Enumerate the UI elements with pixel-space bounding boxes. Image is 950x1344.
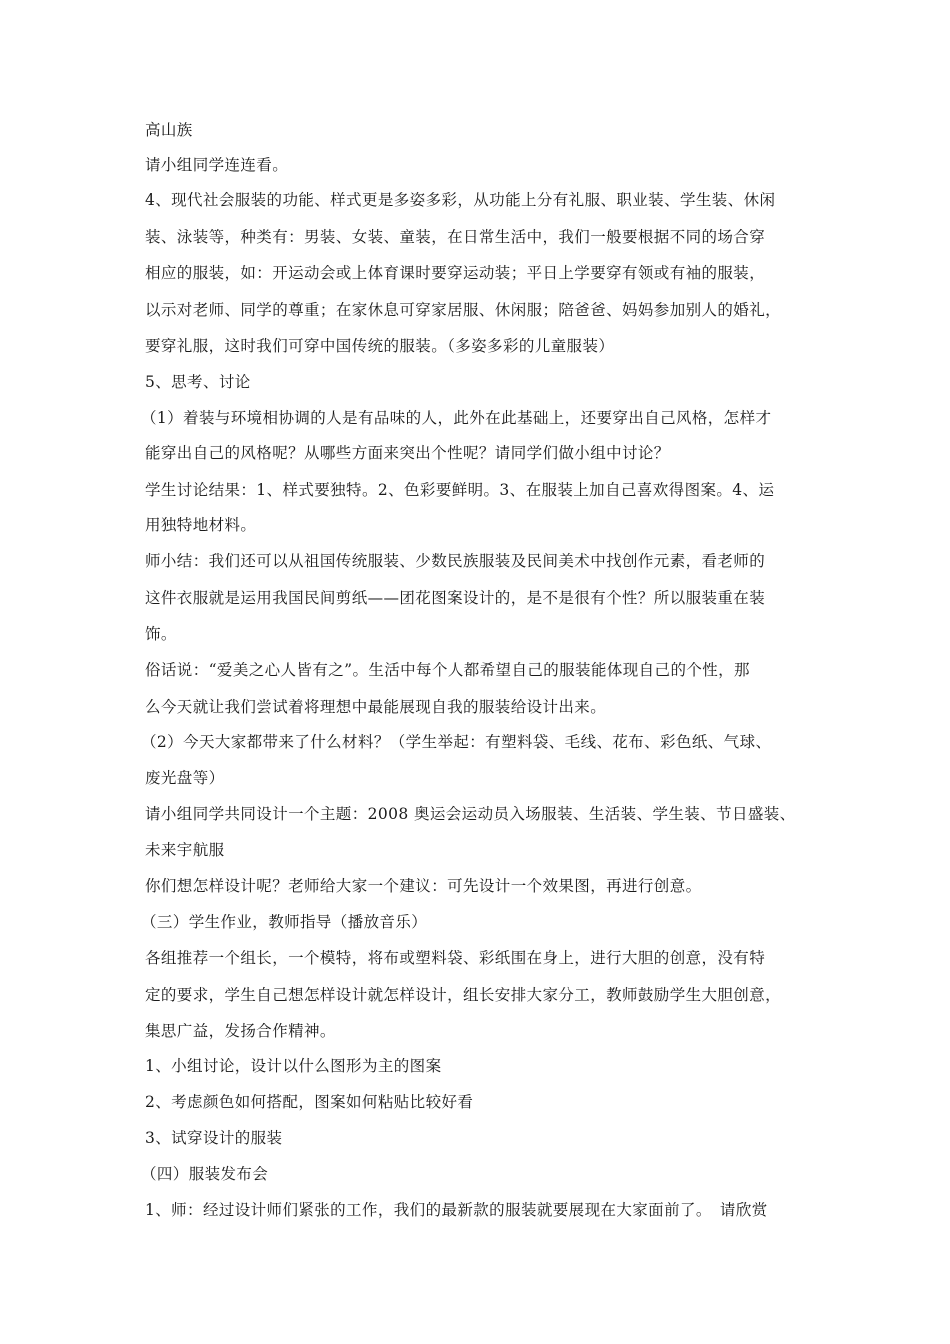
text-line: 这件衣服就是运用我国民间剪纸——团花图案设计的，是不是很有个性？所以服装重在装 <box>145 589 766 607</box>
text-line: 俗话说：“爱美之心人皆有之”。生活中每个人都希望自己的服装能体现自己的个性，那 <box>145 661 750 679</box>
text-line: 相应的服装，如：开运动会或上体育课时要穿运动装；平日上学要穿有领或有袖的服装， <box>145 264 766 282</box>
text-line: 学生讨论结果：1、样式要独特。2、色彩要鲜明。3、在服装上加自己喜欢得图案。4、运 <box>145 481 775 499</box>
text-line: 用独特地材料。 <box>145 516 257 534</box>
text-line: 高山族 <box>145 121 193 139</box>
text-line: 装、泳装等，种类有：男装、女装、童装，在日常生活中，我们一般要根据不同的场合穿 <box>145 228 766 246</box>
text-line: 5、思考、讨论 <box>145 373 251 391</box>
text-line: 4、现代社会服装的功能、样式更是多姿多彩，从功能上分有礼服、职业装、学生装、休闲 <box>145 191 776 209</box>
text-line: 么今天就让我们尝试着将理想中最能展现自我的服装给设计出来。 <box>145 698 607 716</box>
text-line: 以示对老师、同学的尊重；在家休息可穿家居服、休闲服；陪爸爸、妈妈参加别人的婚礼， <box>145 301 782 319</box>
text-line: 3、试穿设计的服装 <box>145 1129 283 1147</box>
text-line: 1、小组讨论，设计以什么图形为主的图案 <box>145 1057 442 1075</box>
text-line: 要穿礼服，这时我们可穿中国传统的服装。（多姿多彩的儿童服装） <box>145 337 615 355</box>
text-line: 集思广益，发扬合作精神。 <box>145 1022 336 1040</box>
text-line: 师小结：我们还可以从祖国传统服装、少数民族服装及民间美术中找创作元素，看老师的 <box>145 552 766 570</box>
text-line: （1）着装与环境相协调的人是有品味的人，此外在此基础上，还要穿出自己风格，怎样才 <box>141 409 772 427</box>
text-line: 2、考虑颜色如何搭配，图案如何粘贴比较好看 <box>145 1093 474 1111</box>
text-line: （2）今天大家都带来了什么材料？（学生举起：有塑料袋、毛线、花布、彩色纸、气球、 <box>141 733 772 751</box>
text-line: 能穿出自己的风格呢？从哪些方面来突出个性呢？请同学们做小组中讨论？ <box>145 444 670 462</box>
text-line: 定的要求，学生自己想怎样设计就怎样设计，组长安排大家分工，教师鼓励学生大胆创意， <box>145 986 782 1004</box>
text-line: （三）学生作业，教师指导（播放音乐） <box>141 913 428 931</box>
text-line: （四）服装发布会 <box>141 1165 269 1183</box>
text-line: 请小组同学共同设计一个主题：2008 奥运会运动员入场服装、生活装、学生装、节日盛装、 <box>145 805 796 823</box>
text-line: 1、师：经过设计师们紧张的工作，我们的最新款的服装就要展现在大家面前了。 请欣赏 <box>145 1201 768 1219</box>
text-line: 废光盘等） <box>145 769 225 787</box>
text-line: 未来宇航服 <box>145 841 225 859</box>
text-line: 你们想怎样设计呢？老师给大家一个建议：可先设计一个效果图，再进行创意。 <box>145 877 702 895</box>
text-line: 饰。 <box>145 625 177 643</box>
text-line: 各组推荐一个组长，一个模特，将布或塑料袋、彩纸围在身上，进行大胆的创意，没有特 <box>145 949 766 967</box>
text-line: 请小组同学连连看。 <box>145 156 289 174</box>
